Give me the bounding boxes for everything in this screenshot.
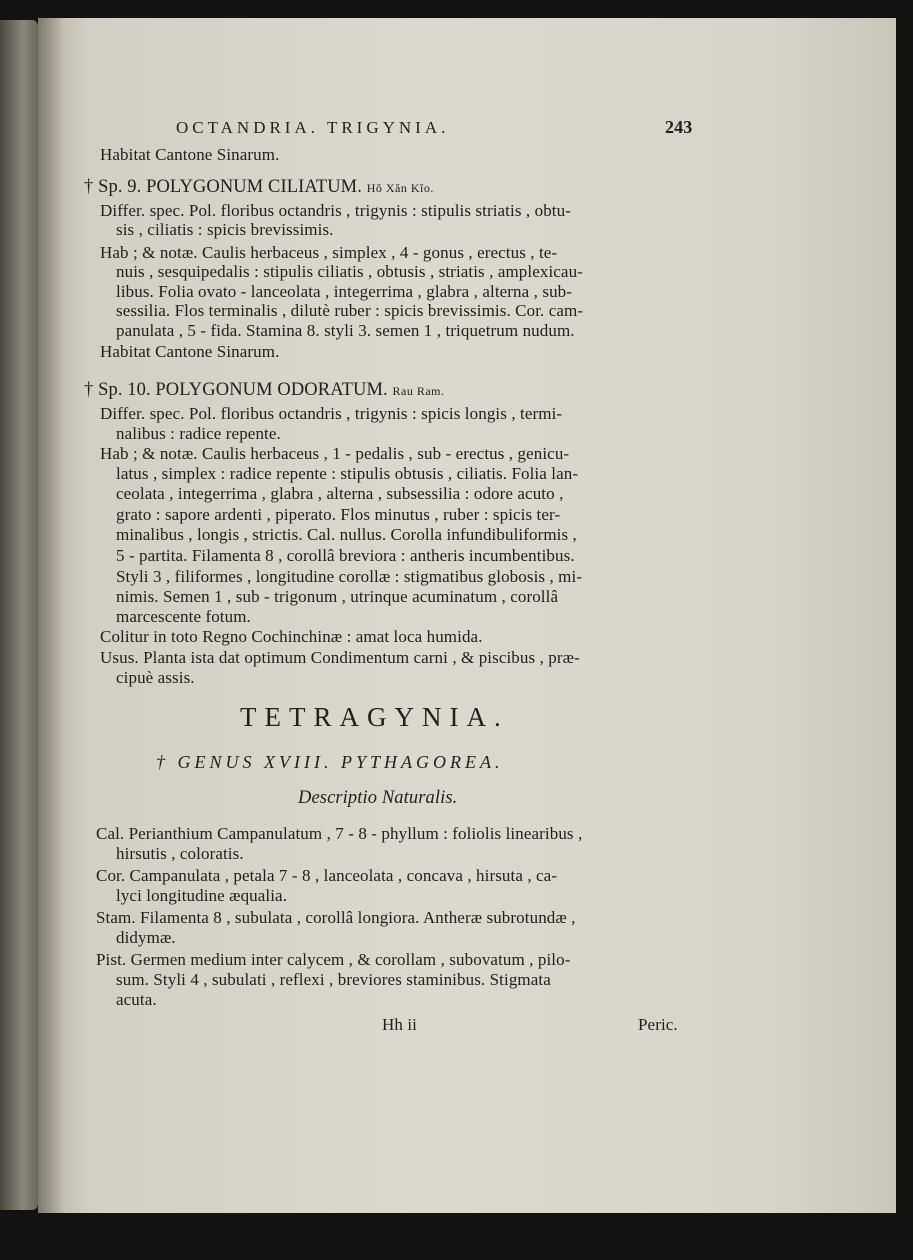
species-9-habitat: Habitat Cantone Sinarum. (100, 342, 280, 361)
species-10-native-name: Rau Ram. (392, 384, 445, 398)
book-page (38, 18, 896, 1213)
species-10-hab-line: Hab ; & notæ. Caulis herbaceus , 1 - pedalis , sub - erectus , genicu- (100, 444, 570, 463)
species-10-hab-line: minalibus , longis , strictis. Cal. nullus. Corolla infundibuliformis , (116, 525, 577, 544)
stamen-line: didymæ. (116, 928, 176, 947)
species-9-differ-line: Differ. spec. Pol. floribus octandris , trigynis : stipulis striatis , obtu- (100, 201, 571, 220)
species-10-hab-line: latus , simplex : radice repente : stipulis obtusis , ciliatis. Folia lan- (116, 464, 579, 483)
species-9-title (84, 178, 434, 199)
species-9-hab-line: Hab ; & notæ. Caulis herbaceus , simplex , 4 - gonus , erectus , te- (100, 243, 558, 262)
stamen-line: Stam. Filamenta 8 , subulata , corollâ longiora. Antheræ subrotundæ , (96, 908, 576, 927)
species-9-hab-line: panulata , 5 - fida. Stamina 8. styli 3. semen 1 , triquetrum nudum. (116, 321, 575, 340)
species-9-hab-line: sessilia. Flos terminalis , dilutè ruber : spicis brevissimis. Cor. cam- (116, 301, 584, 320)
species-10-colitur: Colitur in toto Regno Cochinchinæ : amat loca humida. (100, 627, 483, 646)
species-10-hab-line: Styli 3 , filiformes , longitudine corollæ : stigmatibus globosis , mi- (116, 567, 583, 586)
species-10-differ-line: nalibus : radice repente. (116, 424, 281, 443)
corolla-line: Cor. Campanulata , petala 7 - 8 , lanceolata , concava , hirsuta , ca- (96, 866, 558, 885)
species-9-hab-line: nuis , sesquipedalis : stipulis ciliatis , obtusis , striatis , amplexicau- (116, 262, 583, 281)
species-10-title (84, 381, 445, 402)
species-10-differ-line: Differ. spec. Pol. floribus octandris , trigynis : spicis longis , termi- (100, 404, 563, 423)
species-9-native-name: Hŏ Xăn Kĭo. (366, 181, 434, 195)
species-9-name: † Sp. 9. POLYGONUM CILIATUM. (84, 177, 362, 197)
genus-heading: † GENUS XVIII. PYTHAGOREA. (156, 752, 504, 772)
catchword: Peric. (638, 1015, 678, 1034)
section-heading: TETRAGYNIA. (240, 702, 509, 732)
pistil-line: Pist. Germen medium inter calycem , & corollam , subovatum , pilo- (96, 950, 571, 969)
species-9-hab-line: libus. Folia ovato - lanceolata , integerrima , glabra , alterna , sub- (116, 282, 573, 301)
species-10-hab-line: ceolata , integerrima , glabra , alterna , subsessilia : odore acuto , (116, 484, 564, 503)
calyx-line: Cal. Perianthium Campanulatum , 7 - 8 - phyllum : foliolis linearibus , (96, 824, 583, 843)
running-head: OCTANDRIA. TRIGYNIA. (176, 118, 450, 137)
calyx-line: hirsutis , coloratis. (116, 844, 244, 863)
pistil-line: sum. Styli 4 , subulati , reflexi , breviores staminibus. Stigmata (116, 970, 551, 989)
species-10-hab-line: nimis. Semen 1 , sub - trigonum , utrinque acuminatum , corollâ (116, 587, 559, 606)
signature-mark: Hh ii (382, 1015, 417, 1034)
species-10-usus-line: Usus. Planta ista dat optimum Condimentum carni , & piscibus , præ- (100, 648, 580, 667)
page-text (38, 18, 896, 1213)
habitat-line-previous: Habitat Cantone Sinarum. (100, 145, 280, 164)
species-10-usus-line: cipuè assis. (116, 668, 195, 687)
species-10-hab-line: grato : sapore ardenti , piperato. Flos minutus , ruber : spicis ter- (116, 505, 561, 524)
species-10-hab-line: 5 - partita. Filamenta 8 , corollâ breviora : antheris incumbentibus. (116, 546, 575, 565)
pistil-line: acuta. (116, 990, 157, 1009)
species-10-name: † Sp. 10. POLYGONUM ODORATUM. (84, 380, 388, 400)
species-9-differ-line: sis , ciliatis : spicis brevissimis. (116, 220, 334, 239)
page-number: 243 (665, 117, 693, 137)
facing-page-edge (0, 20, 38, 1210)
species-10-hab-line: marcescente fotum. (116, 607, 251, 626)
description-subheading: Descriptio Naturalis. (298, 788, 458, 808)
corolla-line: lyci longitudine æqualia. (116, 886, 288, 905)
